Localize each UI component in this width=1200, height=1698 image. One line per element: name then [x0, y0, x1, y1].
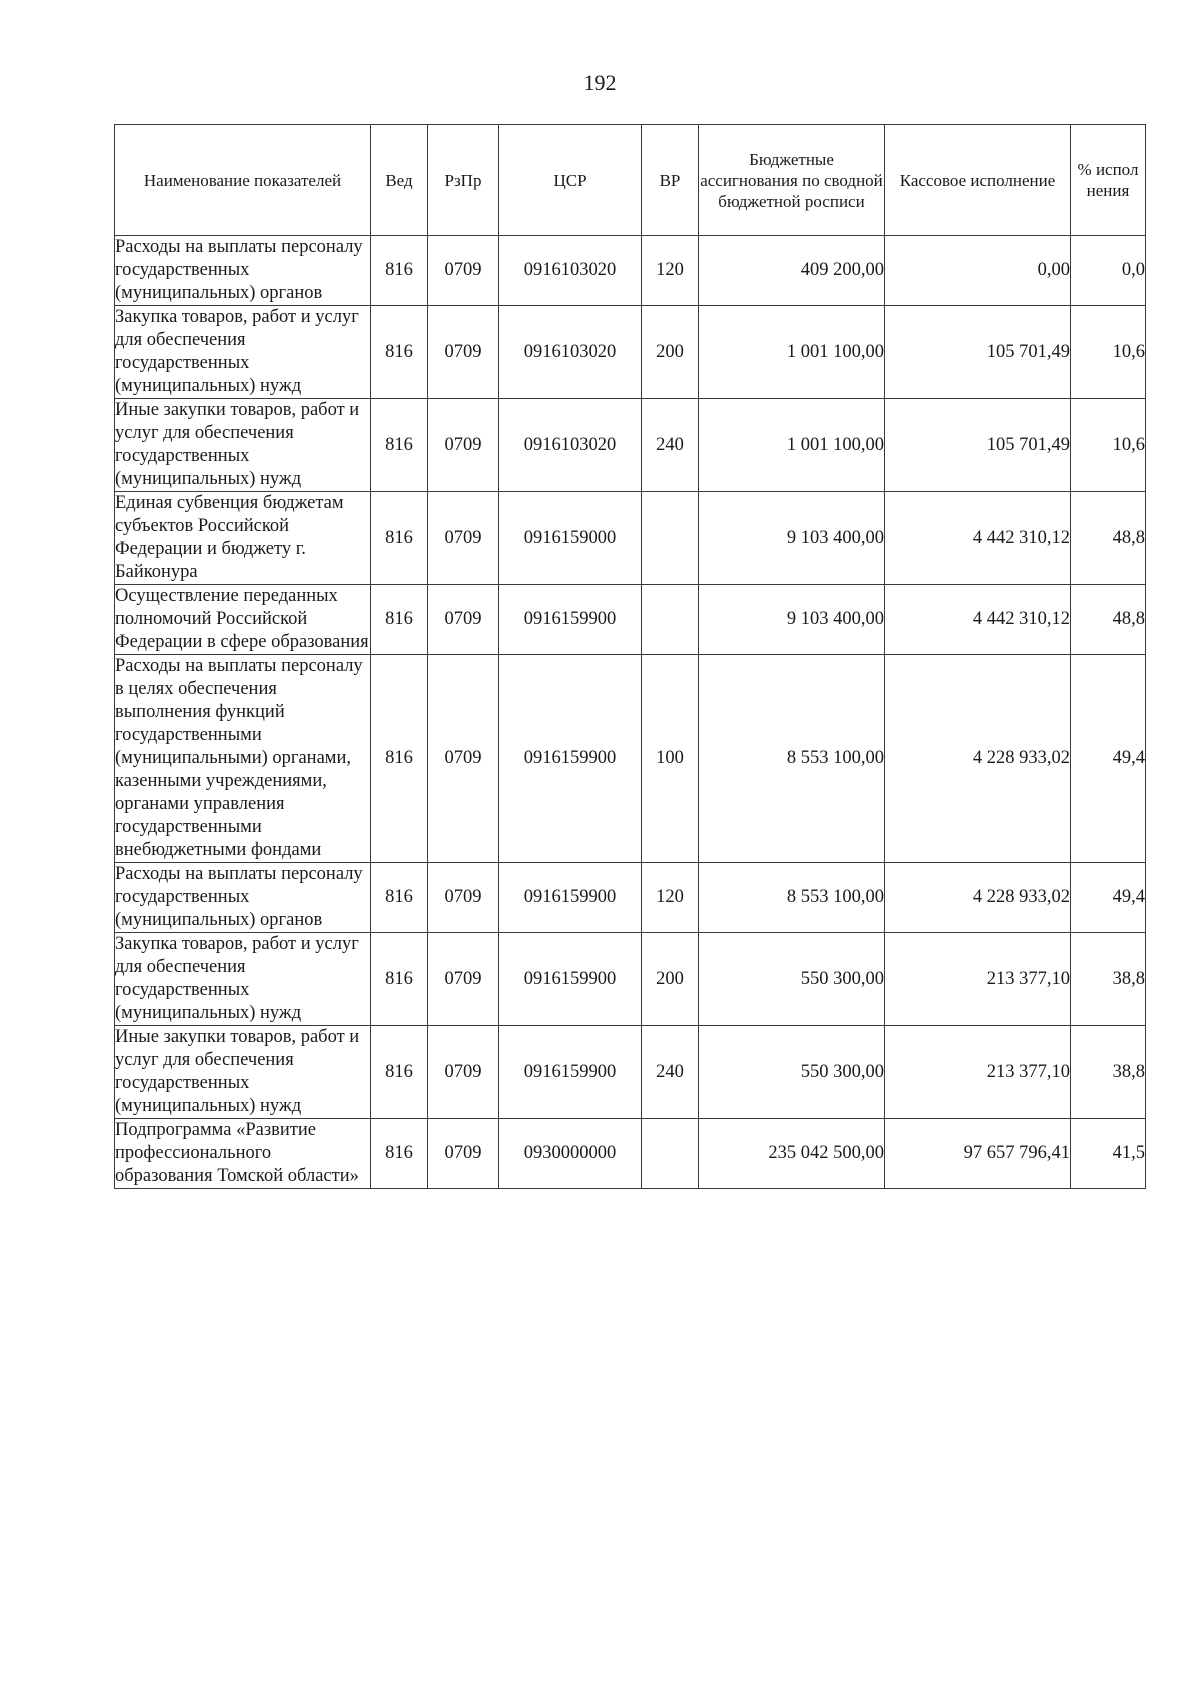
cell-csr: 0916103020: [499, 306, 642, 399]
table-row: [115, 655, 1146, 863]
cell-percent: 10,6: [1071, 399, 1146, 492]
cell-percent: 48,8: [1071, 492, 1146, 585]
table-row: [115, 1026, 1146, 1119]
cell-cash: 4 442 310,12: [885, 492, 1071, 585]
cell-name: Осуществление переданных полномочий Российской Федерации в сфере образования: [115, 585, 371, 655]
cell-vr: 120: [642, 236, 699, 306]
cell-cash: 97 657 796,41: [885, 1119, 1071, 1189]
table-row: [115, 585, 1146, 655]
cell-name: Закупка товаров, работ и услуг для обеспечения государственных (муниципальных) нужд: [115, 933, 371, 1026]
cell-csr: 0916159900: [499, 863, 642, 933]
cell-ved: 816: [371, 236, 428, 306]
table-row: [115, 399, 1146, 492]
header-ved: Вед: [371, 125, 428, 236]
header-percent: % испол нения: [1071, 125, 1146, 236]
cell-percent: 49,4: [1071, 655, 1146, 863]
cell-percent: 38,8: [1071, 933, 1146, 1026]
cell-budget: 409 200,00: [699, 236, 885, 306]
cell-name: Расходы на выплаты персоналу государственных (муниципальных) органов: [115, 863, 371, 933]
cell-budget: 550 300,00: [699, 1026, 885, 1119]
header-budget: Бюджетные ассигнования по сводной бюджетной росписи: [699, 125, 885, 236]
table-row: [115, 933, 1146, 1026]
cell-rzpr: 0709: [428, 863, 499, 933]
table-row: [115, 492, 1146, 585]
cell-csr: 0916159000: [499, 492, 642, 585]
cell-ved: 816: [371, 655, 428, 863]
table-header-row: [115, 125, 1146, 236]
header-csr: ЦСР: [499, 125, 642, 236]
header-cash: Кассовое исполнение: [885, 125, 1071, 236]
cell-rzpr: 0709: [428, 306, 499, 399]
cell-ved: 816: [371, 492, 428, 585]
cell-csr: 0916159900: [499, 585, 642, 655]
cell-budget: 9 103 400,00: [699, 492, 885, 585]
cell-budget: 235 042 500,00: [699, 1119, 885, 1189]
cell-vr: 240: [642, 1026, 699, 1119]
cell-rzpr: 0709: [428, 492, 499, 585]
cell-budget: 9 103 400,00: [699, 585, 885, 655]
cell-percent: 48,8: [1071, 585, 1146, 655]
cell-budget: 1 001 100,00: [699, 399, 885, 492]
table-row: [115, 1119, 1146, 1189]
cell-name: Иные закупки товаров, работ и услуг для обеспечения государственных (муниципальных) нужд: [115, 399, 371, 492]
cell-rzpr: 0709: [428, 655, 499, 863]
table-row: [115, 306, 1146, 399]
cell-vr: 120: [642, 863, 699, 933]
cell-csr: 0916103020: [499, 399, 642, 492]
cell-ved: 816: [371, 306, 428, 399]
cell-name: Подпрограмма «Развитие профессионального образования Томской области»: [115, 1119, 371, 1189]
cell-rzpr: 0709: [428, 933, 499, 1026]
cell-cash: 0,00: [885, 236, 1071, 306]
cell-cash: 4 228 933,02: [885, 655, 1071, 863]
cell-ved: 816: [371, 1119, 428, 1189]
cell-ved: 816: [371, 1026, 428, 1119]
cell-budget: 8 553 100,00: [699, 863, 885, 933]
cell-ved: 816: [371, 585, 428, 655]
page-number: 192: [583, 70, 617, 95]
cell-ved: 816: [371, 933, 428, 1026]
table-row: [115, 863, 1146, 933]
cell-rzpr: 0709: [428, 585, 499, 655]
header-rzpr: РзПр: [428, 125, 499, 236]
cell-vr: [642, 492, 699, 585]
cell-csr: 0916159900: [499, 1026, 642, 1119]
cell-rzpr: 0709: [428, 399, 499, 492]
cell-vr: [642, 1119, 699, 1189]
cell-cash: 105 701,49: [885, 306, 1071, 399]
cell-cash: 4 442 310,12: [885, 585, 1071, 655]
cell-percent: 38,8: [1071, 1026, 1146, 1119]
header-vr: ВР: [642, 125, 699, 236]
cell-csr: 0916159900: [499, 933, 642, 1026]
cell-name: Иные закупки товаров, работ и услуг для обеспечения государственных (муниципальных) нужд: [115, 1026, 371, 1119]
cell-cash: 4 228 933,02: [885, 863, 1071, 933]
cell-name: Расходы на выплаты персоналу в целях обеспечения выполнения функций государственными (муниципальными) органами, казенными учреждениями, органами управления государственными внебюджетными фондами: [115, 655, 371, 863]
cell-budget: 1 001 100,00: [699, 306, 885, 399]
cell-csr: 0916103020: [499, 236, 642, 306]
header-name: Наименование показателей: [115, 125, 371, 236]
cell-percent: 0,0: [1071, 236, 1146, 306]
cell-ved: 816: [371, 399, 428, 492]
cell-percent: 41,5: [1071, 1119, 1146, 1189]
cell-name: Единая субвенция бюджетам субъектов Российской Федерации и бюджету г. Байконура: [115, 492, 371, 585]
cell-vr: 100: [642, 655, 699, 863]
cell-rzpr: 0709: [428, 1119, 499, 1189]
cell-name: Расходы на выплаты персоналу государственных (муниципальных) органов: [115, 236, 371, 306]
cell-cash: 213 377,10: [885, 1026, 1071, 1119]
cell-rzpr: 0709: [428, 236, 499, 306]
cell-ved: 816: [371, 863, 428, 933]
cell-vr: [642, 585, 699, 655]
cell-vr: 200: [642, 933, 699, 1026]
cell-percent: 49,4: [1071, 863, 1146, 933]
cell-cash: 105 701,49: [885, 399, 1071, 492]
budget-execution-table: [114, 124, 1146, 1189]
cell-vr: 240: [642, 399, 699, 492]
cell-csr: 0930000000: [499, 1119, 642, 1189]
cell-percent: 10,6: [1071, 306, 1146, 399]
cell-vr: 200: [642, 306, 699, 399]
cell-budget: 8 553 100,00: [699, 655, 885, 863]
cell-budget: 550 300,00: [699, 933, 885, 1026]
cell-rzpr: 0709: [428, 1026, 499, 1119]
table-row: [115, 236, 1146, 306]
cell-name: Закупка товаров, работ и услуг для обеспечения государственных (муниципальных) нужд: [115, 306, 371, 399]
cell-cash: 213 377,10: [885, 933, 1071, 1026]
cell-csr: 0916159900: [499, 655, 642, 863]
